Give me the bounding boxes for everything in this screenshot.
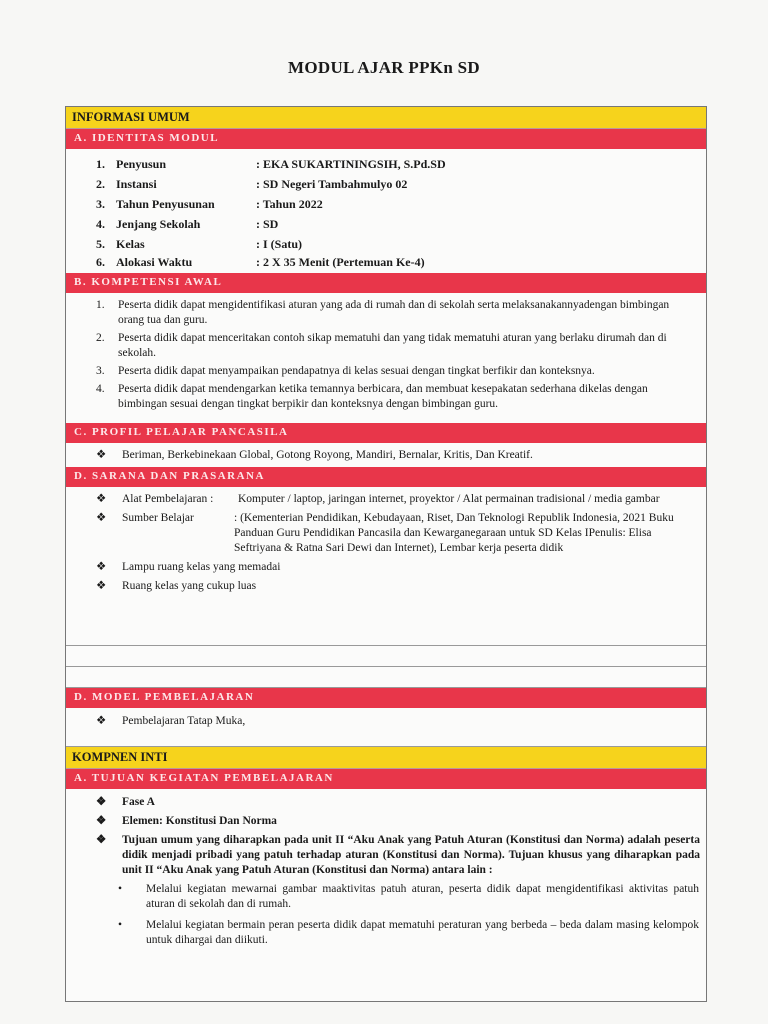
item-num: 1. [96, 299, 105, 311]
diamond-bullet-icon: ❖ [96, 493, 107, 505]
diamond-bullet-icon: ❖ [96, 834, 107, 846]
list-item [66, 579, 706, 594]
list-item [66, 331, 706, 361]
page-title: MODUL AJAR PPKn SD [288, 58, 480, 77]
list-item [66, 795, 706, 810]
list-item [66, 918, 706, 948]
diamond-bullet-icon: ❖ [96, 715, 107, 727]
diamond-bullet-icon: ❖ [96, 512, 107, 524]
sarana-heading: D. SARANA DAN PRASARANA [66, 467, 706, 487]
sumber-label: Sumber Belajar [122, 512, 194, 524]
tujuan-bullets [66, 882, 706, 948]
row-value: : I (Satu) [256, 236, 303, 251]
diamond-bullet-icon: ❖ [96, 449, 107, 461]
row-num: 1. [96, 156, 105, 171]
alat-label: Alat Pembelajaran : [122, 493, 214, 505]
row-num: 6. [96, 255, 105, 269]
item-text: Peserta didik dapat menyampaikan pendapatnya di kelas sesuai dengan tingkat berfikir dan konteksnya. [118, 365, 595, 377]
diamond-bullet-icon: ❖ [96, 796, 107, 808]
diamond-bullet-icon: ❖ [96, 580, 107, 592]
model-text: Pembelajaran Tatap Muka, [122, 715, 246, 727]
identitas-row [66, 174, 706, 194]
bullet-text: Melalui kegiatan mewarnai gambar maaktivitas patuh aturan, peserta didik dapat mengidentifikasi aktivitas patuh aturan di sekolah dan di rumah. [146, 883, 699, 910]
row-num: 3. [96, 196, 105, 211]
row-num: 4. [96, 216, 105, 231]
profil-item [66, 443, 706, 467]
list-item [66, 560, 706, 575]
row-label: Penyusun [116, 156, 167, 171]
row-value: : 2 X 35 Menit (Pertemuan Ke-4) [256, 255, 425, 269]
module-table [65, 106, 707, 1002]
fase-text: Fase A [122, 796, 155, 808]
identitas-row [66, 254, 706, 271]
komponen-inti-heading: KOMPNEN INTI [66, 747, 706, 769]
item-text: Peserta didik dapat mendengarkan ketika temannya berbicara, dan membuat kesepakatan sederhana dikelas dengan bimbingan sesuai dengan tingkat berpikir dan konteksnya dengan bimbingan guru. [118, 383, 648, 410]
ruang-text: Ruang kelas yang cukup luas [122, 580, 257, 592]
row-label: Instansi [116, 176, 157, 191]
row-value: : SD Negeri Tambahmulyo 02 [256, 176, 408, 191]
empty-row [66, 666, 706, 687]
row-label: Tahun Penyusunan [116, 196, 215, 211]
diamond-bullet-icon: ❖ [96, 815, 107, 827]
profil-text: Beriman, Berkebinekaan Global, Gotong Royong, Mandiri, Bernalar, Kritis, Dan Kreatif. [122, 449, 533, 461]
row-label: Kelas [116, 236, 145, 251]
list-item [66, 882, 706, 912]
elemen-text: Elemen: Konstitusi Dan Norma [122, 815, 277, 827]
row-value: : EKA SUKARTININGSIH, S.Pd.SD [256, 156, 446, 171]
item-num: 2. [96, 332, 105, 344]
sarana-list [66, 487, 706, 645]
dot-bullet-icon: • [118, 883, 123, 895]
row-num: 5. [96, 236, 105, 251]
list-item [66, 511, 706, 556]
row-num: 2. [96, 176, 105, 191]
bullet-text: Melalui kegiatan bermain peran peserta didik dapat mematuhi peraturan yang berbeda – beda dalam masing kelompok untuk dihargai dan diikuti. [146, 919, 699, 946]
model-item [66, 708, 706, 746]
identitas-row [66, 234, 706, 254]
row-value: : Tahun 2022 [256, 196, 323, 211]
list-item [66, 814, 706, 829]
identitas-row [66, 214, 706, 234]
item-num: 3. [96, 365, 105, 377]
lampu-text: Lampu ruang kelas yang memadai [122, 561, 281, 573]
identitas-row [66, 154, 706, 174]
item-text: Peserta didik dapat mengidentifikasi aturan yang ada di rumah dan di sekolah serta melaksanakannyadengan bimbingan orang tua dan guru. [118, 299, 670, 326]
kompetensi-list [66, 293, 706, 423]
kompetensi-heading: B. KOMPETENSI AWAL [66, 273, 706, 293]
informasi-umum-heading: INFORMASI UMUM [66, 107, 706, 129]
model-heading: D. MODEL PEMBELAJARAN [66, 688, 706, 708]
profil-heading: C. PROFIL PELAJAR PANCASILA [66, 423, 706, 443]
identitas-heading: A. IDENTITAS MODUL [66, 129, 706, 149]
list-item [66, 298, 706, 328]
identitas-list [66, 149, 706, 273]
list-item [66, 833, 706, 878]
tujuan-heading: A. TUJUAN KEGIATAN PEMBELAJARAN [66, 769, 706, 789]
row-value: : SD [256, 216, 279, 231]
identitas-row [66, 194, 706, 214]
diamond-bullet-icon: ❖ [96, 561, 107, 573]
list-item [66, 364, 706, 379]
item-text: Peserta didik dapat menceritakan contoh sikap mematuhi dan yang tidak mematuhi aturan yang berlaku dirumah dan di sekolah. [118, 332, 667, 359]
dot-bullet-icon: • [118, 919, 123, 931]
row-label: Jenjang Sekolah [116, 216, 201, 231]
item-num: 4. [96, 383, 105, 395]
empty-row [66, 645, 706, 666]
tujuan-umum-text: Tujuan umum yang diharapkan pada unit II “Aku Anak yang Patuh Aturan (Konstitusi dan Norma) adalah peserta didik menjadi pribadi yang patuh terhadap aturan (Konstitusi dan Norma). Tujuan khusus yang diharapkan pada unit II “Aku Anak yang Patuh Aturan (Konstitusi dan Norma) antara lain : [122, 834, 700, 876]
sumber-value: : (Kementerian Pendidikan, Kebudayaan, Riset, Dan Teknologi Republik Indonesia, 2021 Buku Panduan Guru Pendidikan Pancasila dan Kewarganegaraan untuk SD Kelas IPenulis: Elisa Seftriyana & Ratna Sari Dewi dan Internet), Lembar kerja peserta didik [234, 512, 674, 554]
list-item [66, 382, 706, 412]
row-label: Alokasi Waktu [116, 255, 193, 269]
list-item [66, 492, 706, 507]
tujuan-list [66, 789, 706, 878]
alat-value: Komputer / laptop, jaringan internet, proyektor / Alat permainan tradisional / media gambar [238, 493, 660, 505]
